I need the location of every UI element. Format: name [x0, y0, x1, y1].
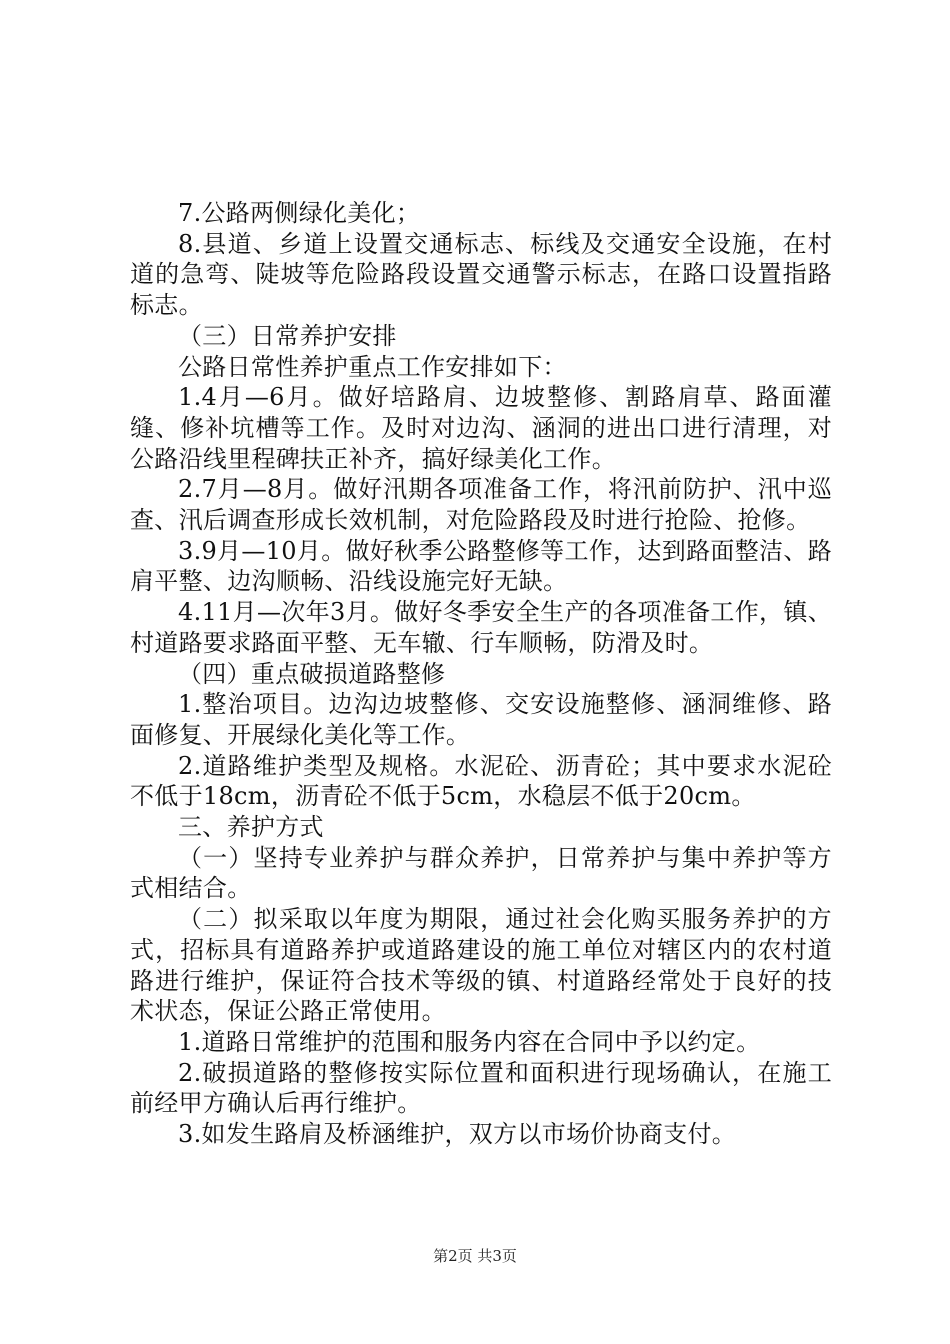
section-heading-maintenance-method: 三、养护方式	[178, 813, 324, 842]
paragraph-schedule-2: 2.7月—8月。做好汛期各项准备工作，将汛前防护、汛中巡查、汛后调查形成长效机制，对危险路段及时进行抢险、抢修。	[130, 475, 832, 535]
paragraph-method-2: （二）拟采取以年度为期限，通过社会化购买服务养护的方式，招标具有道路养护或道路建设的施工单位对辖区内的农村道路进行维护，保证符合技术等级的镇、村道路经常处于良好的技术状态，保证公路正常使用。	[130, 905, 832, 1026]
paragraph-item-8: 8.县道、乡道上设置交通标志、标线及交通安全设施，在村道的急弯、陡坡等危险路段设置交通警示标志，在路口设置指路标志。	[130, 229, 832, 320]
paragraph-contract-1: 1.道路日常维护的范围和服务内容在合同中予以约定。	[178, 1027, 761, 1056]
section-heading-road-repair: （四）重点破损道路整修	[178, 659, 446, 688]
paragraph-schedule-1: 1.4月—6月。做好培路肩、边坡整修、割路肩草、路面灌缝、修补坑槽等工作。及时对边沟、涵洞的进出口进行清理，对公路沿线里程碑扶正补齐，搞好绿美化工作。	[130, 383, 832, 473]
page-number: 第2页 共3页	[433, 1247, 517, 1265]
paragraph-schedule-3: 3.9月—10月。做好秋季公路整修等工作，达到路面整洁、路肩平整、边沟顺畅、沿线设施完好无缺。	[130, 536, 832, 596]
paragraph-contract-2: 2.破损道路的整修按实际位置和面积进行现场确认，在施工前经甲方确认后再行维护。	[130, 1058, 832, 1118]
section-heading-daily-maintenance: （三）日常养护安排	[178, 321, 397, 350]
paragraph-repair-2: 2.道路维护类型及规格。水泥砼、沥青砼；其中要求水泥砼不低于18cm，沥青砼不低于5cm，水稳层不低于20cm。	[130, 751, 832, 811]
paragraph-item-7: 7.公路两侧绿化美化；	[178, 199, 421, 227]
paragraph-repair-1: 1.整治项目。边沟边坡整修、交安设施整修、涵洞维修、路面修复、开展绿化美化等工作。	[130, 690, 832, 749]
paragraph-contract-3: 3.如发生路肩及桥涵维护，双方以市场价协商支付。	[178, 1120, 737, 1149]
paragraph-schedule-4: 4.11月—次年3月。做好冬季安全生产的各项准备工作，镇、村道路要求路面平整、无车辙、行车顺畅，防滑及时。	[130, 598, 832, 657]
paragraph-intro: 公路日常性养护重点工作安排如下：	[178, 352, 567, 381]
paragraph-method-1: （一）坚持专业养护与群众养护，日常养护与集中养护等方式相结合。	[130, 843, 832, 903]
document-body	[130, 198, 832, 1150]
